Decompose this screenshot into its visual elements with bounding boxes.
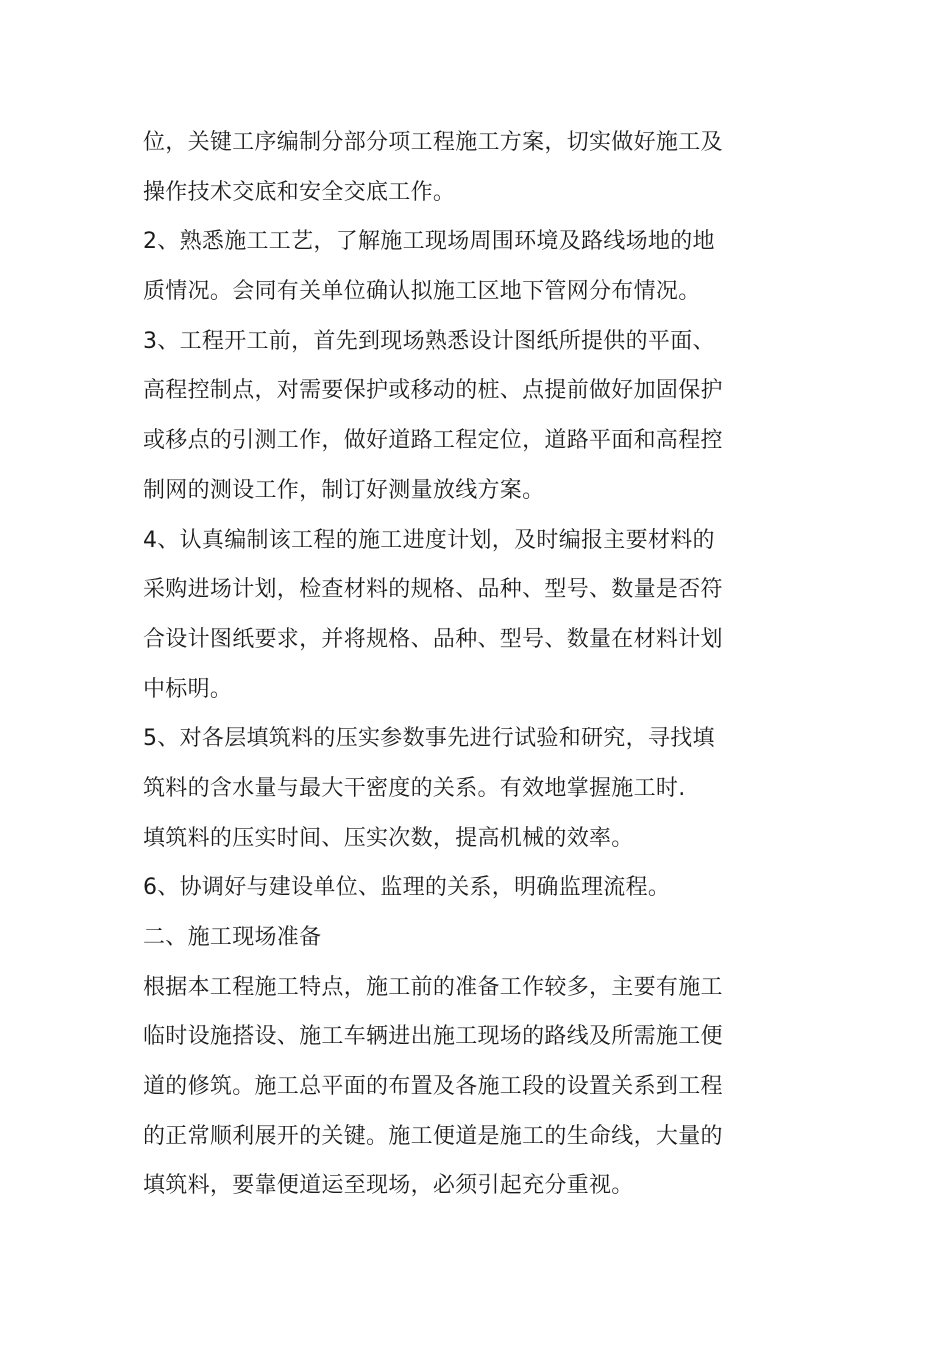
text-line: 填筑料的压实时间、压实次数，提高机械的效率。 [143, 825, 634, 851]
text-line: 6、协调好与建设单位、监理的关系，明确监理流程。 [143, 875, 671, 901]
text-line: 临时设施搭设、施工车辆进出施工现场的路线及所需施工便 [143, 1024, 723, 1050]
text-line: 筑料的含水量与最大干密度的关系。有效地掌握施工时. [143, 775, 686, 801]
text-line: 3、工程开工前，首先到现场熟悉设计图纸所提供的平面、 [143, 328, 715, 354]
text-line: 2、熟悉施工工艺，了解施工现场周围环境及路线场地的地 [143, 229, 715, 255]
text-line: 中标明。 [143, 676, 233, 702]
text-line: 制网的测设工作，制订好测量放线方案。 [143, 477, 545, 503]
text-line: 位，关键工序编制分部分项工程施工方案，切实做好施工及 [143, 130, 723, 155]
text-line: 采购进场计划，检查材料的规格、品种、型号、数量是否符 [143, 577, 723, 603]
text-line: 高程控制点，对需要保护或移动的桩、点提前做好加固保护 [143, 378, 723, 404]
text-line: 或移点的引测工作，做好道路工程定位，道路平面和高程控 [143, 428, 723, 454]
section-heading: 二、施工现场准备 [143, 925, 322, 950]
text-line: 操作技术交底和安全交底工作。 [143, 179, 456, 205]
text-line: 的正常顺利展开的关键。施工便道是施工的生命线，大量的 [143, 1123, 723, 1149]
text-line: 质情况。会同有关单位确认拟施工区地下管网分布情况。 [143, 279, 701, 305]
text-line: 道的修筑。施工总平面的布置及各施工段的设置关系到工程 [143, 1074, 723, 1100]
text-line: 根据本工程施工特点，施工前的准备工作较多，主要有施工 [143, 974, 723, 1000]
document-body [143, 118, 743, 1211]
text-line: 4、认真编制该工程的施工进度计划，及时编报主要材料的 [143, 527, 715, 553]
text-line: 填筑料，要靠便道运至现场，必须引起充分重视。 [143, 1173, 634, 1199]
text-line: 合设计图纸要求，并将规格、品种、型号、数量在材料计划 [143, 626, 723, 652]
text-line: 5、对各层填筑料的压实参数事先进行试验和研究，寻找填 [143, 726, 715, 752]
